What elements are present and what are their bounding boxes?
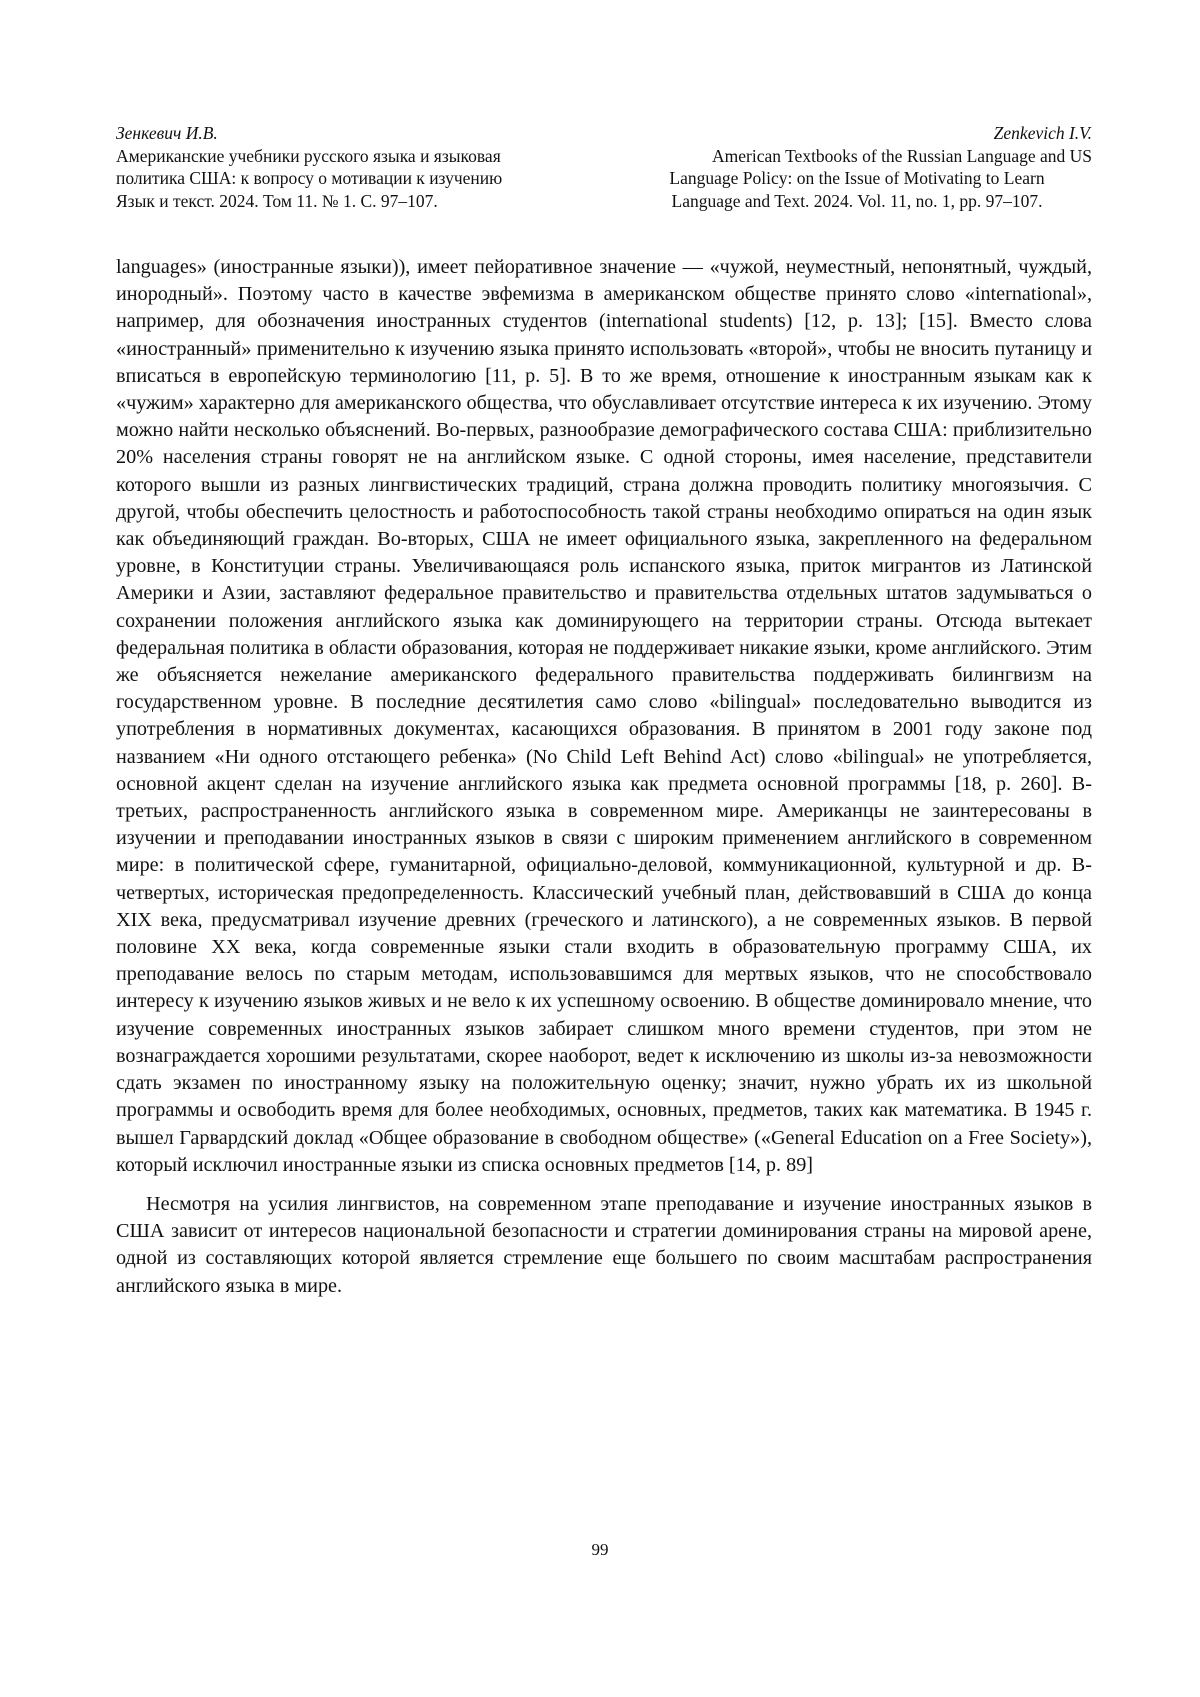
page [116, 122, 1092, 1300]
header-citation-en: Language and Text. 2024. Vol. 11, no. 1, pp. 97–107. [622, 190, 1092, 213]
header-title-ru-line2: политика США: к вопросу о мотивации к изучению [116, 167, 586, 190]
body-paragraph-1: languages» (иностранные языки)), имеет пейоративное значение — «чужой, неуместный, непонятный, чуждый, инородный». Поэтому часто в качестве эвфемизма в американском обществе принято слово «international», например, для обозначения иностранных студентов (international students) [12, p. 13]; [15]. Вместо слова «иностранный» применительно к изучению языка принято использовать «второй», чтобы не вносить путаницу и вписаться в европейскую терминологию [11, p. 5]. В то же время, отношение к иностранным языкам как к «чужим» характерно для американского общества, что обуславливает отсутствие интереса к их изучению. Этому можно найти несколько объяснений. Во-первых, разнообразие демографического состава США: приблизительно 20% населения страны говорят не на английском языке. С одной стороны, имея население, представители которого вышли из разных лингвистических традиций, страна должна проводить политику многоязычия. С другой, чтобы обеспечить целостность и работоспособность такой страны необходимо опираться на один язык как объединяющий граждан. Во-вторых, США не имеет официального языка, закрепленного на федеральном уровне, в Конституции страны. Увеличивающаяся роль испанского языка, приток мигрантов из Латинской Америки и Азии, заставляют федеральное правительство и правительства отдельных штатов задумываться о сохранении положения английского языка как доминирующего на территории страны. Отсюда вытекает федеральная политика в области образования, которая не поддерживает никакие языки, кроме английского. Этим же объясняется нежелание американского федерального правительства поддерживать билингвизм на государственном уровне. В последние десятилетия само слово «bilingual» последовательно выводится из употребления в нормативных документах, касающихся образования. В принятом в 2001 году законе под названием «Ни одного отстающего ребенка» (No Child Left Behind Act) слово «bilingual» не употребляется, основной акцент сделан на изучение английского языка как предмета основной программы [18, p. 260]. В-третьих, распространенность английского языка в современном мире. Американцы не заинтересованы в изучении и преподавании иностранных языков в связи с широким применением английского в современном мире: в политической сфере, гуманитарной, официально-деловой, коммуникационной, культурной и др. В-четвертых, историческая предопределенность. Классический учебный план, действовавший в США до конца XIX века, предусматривал изучение древних (греческого и латинского), а не современных языков. В первой половине XX века, когда современные языки стали входить в образовательную программу США, их преподавание велось по старым методам, использовавшимся для мертвых языков, что не способствовало интересу к изучению языков живых и не вело к их успешному освоению. В обществе доминировало мнение, что изучение современных иностранных языков забирает слишком много времени студентов, при этом не вознаграждается хорошими результатами, скорее наоборот, ведет к исключению из школы из-за невозможности сдать экзамен по иностранному языку на положительную оценку; значит, нужно убрать их из школьной программы и освободить время для более необходимых, основных, предметов, таких как математика. В 1945 г. вышел Гарвардский доклад «Общее образование в свободном обществе» («General Education on a Free Society»), который исключил иностранные языки из списка основных предметов [14, p. 89] [116, 254, 1092, 1179]
running-header [116, 122, 1092, 212]
page-number: 99 [0, 1540, 1200, 1560]
header-title-ru-line1: Американские учебники русского языка и языковая [116, 145, 586, 168]
header-author-en: Zenkevich I.V. [622, 122, 1092, 145]
header-citation-ru: Язык и текст. 2024. Том 11. № 1. С. 97–107. [116, 190, 586, 213]
header-author-ru: Зенкевич И.В. [116, 122, 586, 145]
header-right-english [622, 122, 1092, 212]
header-title-en-line1: American Textbooks of the Russian Language and US [622, 145, 1092, 168]
body-paragraph-2: Несмотря на усилия лингвистов, на современном этапе преподавание и изучение иностранных языков в США зависит от интересов национальной безопасности и стратегии доминирования страны на мировой арене, одной из составляющих которой является стремление еще большего по своим масштабам распространения английского языка в мире. [116, 1191, 1092, 1300]
article-body [116, 254, 1092, 1300]
header-left-russian [116, 122, 586, 212]
header-title-en-line2: Language Policy: on the Issue of Motivating to Learn [622, 167, 1092, 190]
